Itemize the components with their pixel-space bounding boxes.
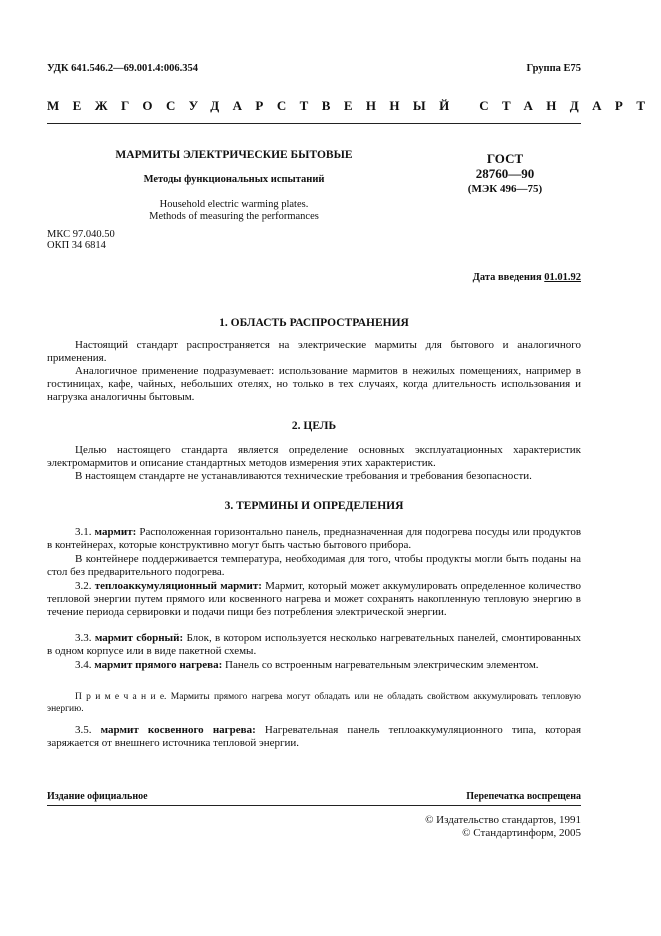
section-2-paragraph-1: Целью настоящего стандарта является определение основных эксплуатационных характеристик электромармитов и описание стандартных методов измерения этих характеристик.	[47, 444, 581, 469]
term-3-5-number: 3.5.	[75, 724, 92, 736]
udk-code: УДК 641.546.2—69.001.4:006.354	[47, 63, 198, 74]
official-edition-label: Издание официальное	[47, 791, 148, 802]
mks-code: МКС 97.040.50	[47, 229, 115, 240]
term-3-1-extra: В контейнере поддерживается температура, необходимая для того, чтобы продукты могли быть поданы на стол без предварительного подогрева.	[47, 553, 581, 578]
term-3-2-definition: Мармит, который может аккумулировать определенное количество тепловой энергии путем прямого или косвенного нагрева и может сохранять накопленную тепловую энергию в течение периода сервировки и подачи пищи без потребления электрической энергии.	[47, 580, 582, 618]
footer-rule	[47, 805, 581, 806]
copyright-line-1: © Издательство стандартов, 1991	[425, 814, 581, 826]
note-text: Мармиты прямого нагрева могут обладать или не обладать свойством аккумулировать тепловую энергию.	[47, 692, 581, 714]
gost-label: ГОСТ	[486, 151, 524, 166]
term-3-3	[47, 632, 581, 658]
interstate-standard-banner: МЕЖГОСУДАРСТВЕННЫЙ СТАНДАРТ	[47, 98, 659, 113]
term-3-1-definition: Расположенная горизонтально панель, предназначенная для подогрева посуды или продуктов в контейнерах, которые конструктивно могут быть частью бытового прибора.	[47, 526, 582, 551]
intro-date	[473, 272, 581, 283]
okp-code: ОКП 34 6814	[47, 240, 106, 251]
section-1-paragraph-1: Настоящий стандарт распространяется на электрические мармиты для бытового и аналогичного применения.	[47, 339, 581, 364]
note	[47, 691, 581, 715]
note-label: П р и м е ч а н и е.	[75, 692, 167, 702]
iec-reference: (МЭК 496—75)	[467, 183, 543, 195]
intro-date-label: Дата введения	[472, 272, 542, 283]
term-3-5-definition: Нагревательная панель теплоаккумуляционного типа, которая заряжается от внешнего источника тепловой энергии.	[47, 724, 581, 749]
section-1-heading: 1. ОБЛАСТЬ РАСПРОСТРАНЕНИЯ	[219, 317, 409, 329]
term-3-4	[47, 659, 581, 672]
document-subtitle: Методы функциональных испытаний	[143, 174, 325, 185]
term-3-3-definition: Блок, в котором используется несколько нагревательных панелей, смонтированных в одном корпусе или в виде пакетной схемы.	[47, 632, 582, 657]
term-3-2-number: 3.2.	[75, 580, 92, 592]
group-code: Группа Е75	[526, 63, 581, 74]
term-3-3-number: 3.3.	[75, 632, 92, 644]
section-2-heading: 2. ЦЕЛЬ	[291, 420, 337, 432]
term-3-4-name: мармит прямого нагрева:	[94, 659, 223, 671]
term-3-1-name: мармит:	[94, 526, 137, 538]
gost-number: 28760—90	[475, 166, 535, 181]
reprint-prohibited-label: Перепечатка воспрещена	[466, 791, 581, 802]
term-3-3-name: мармит сборный:	[94, 632, 184, 644]
banner-rule	[47, 123, 581, 124]
term-3-2	[47, 580, 581, 619]
term-3-1-number: 3.1.	[75, 526, 92, 538]
term-3-5	[47, 724, 581, 750]
english-title-line2: Methods of measuring the performances	[149, 211, 319, 222]
term-3-1	[47, 526, 581, 552]
section-3-heading: 3. ТЕРМИНЫ И ОПРЕДЕЛЕНИЯ	[224, 500, 404, 512]
term-3-4-definition: Панель со встроенным нагревательным электрическим элементом.	[225, 659, 539, 671]
section-2-paragraph-2: В настоящем стандарте не устанавливаются технические требования и требования безопасности.	[75, 470, 532, 482]
term-3-5-name: мармит косвенного нагрева:	[100, 724, 256, 736]
copyright-line-2: © Стандартинформ, 2005	[462, 827, 581, 839]
term-3-2-name: теплоаккумуляционный мармит:	[94, 580, 262, 592]
intro-date-value: 01.01.92	[544, 272, 581, 283]
document-title: МАРМИТЫ ЭЛЕКТРИЧЕСКИЕ БЫТОВЫЕ	[115, 149, 353, 161]
term-3-4-number: 3.4.	[75, 659, 92, 671]
section-1-paragraph-2: Аналогичное применение подразумевает: использование мармитов в нежилых помещениях, например в гостиницах, кафе, чайных, небольших отелях, но только в тех случаях, когда длительность использования и нагрузка аналогичны бытовым.	[47, 365, 581, 403]
english-title-line1: Household electric warming plates.	[159, 199, 309, 210]
